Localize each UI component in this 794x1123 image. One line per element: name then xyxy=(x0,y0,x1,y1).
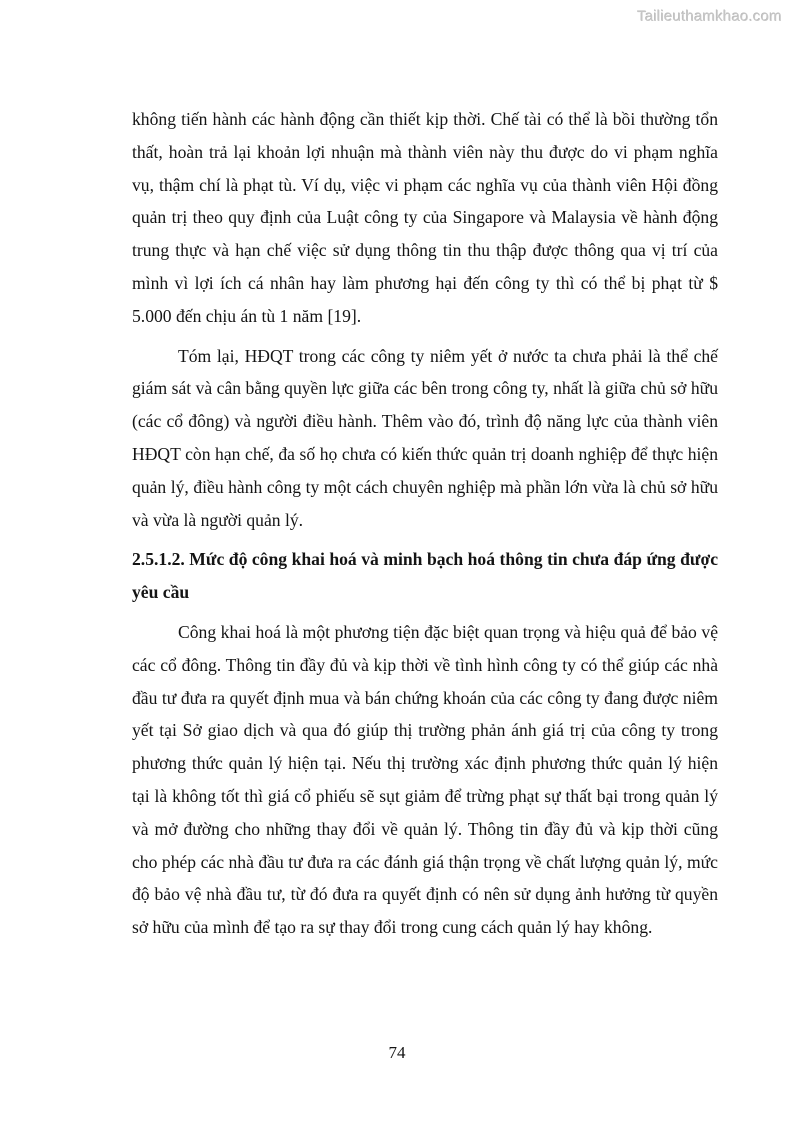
paragraph-disclosure: Công khai hoá là một phương tiện đặc biệt quan trọng và hiệu quả để bảo vệ các cổ đông. Thông tin đầy đủ và kịp thời về tình hình công ty có thể giúp các nhà đầu tư đưa ra quyết định mua và bán chứng khoán của các công ty đang được niêm yết tại Sở giao dịch và qua đó giúp thị trường phản ánh giá trị của công ty trong phương thức quản lý hiện tại. Nếu thị trường xác định phương thức quản lý hiện tại là không tốt thì giá cổ phiếu sẽ sụt giảm để trừng phạt sự thất bại trong quản lý và mở đường cho những thay đổi về quản lý. Thông tin đầy đủ và kịp thời cũng cho phép các nhà đầu tư đưa ra các đánh giá thận trọng về chất lượng quản lý, mức độ bảo vệ nhà đầu tư, từ đó đưa ra quyết định có nên sử dụng ảnh hưởng từ quyền sở hữu của mình để tạo ra sự thay đổi trong cung cách quản lý hay không. xyxy=(132,621,718,938)
section-heading-2-5-1-2: 2.5.1.2. Mức độ công khai hoá và minh bạch hoá thông tin chưa đáp ứng được yêu cầu xyxy=(132,549,718,603)
watermark-text: Tailieuthamkhao.com xyxy=(637,8,782,25)
page-number: 74 xyxy=(388,1043,406,1062)
document-content xyxy=(132,103,718,951)
paragraph-sanctions: không tiến hành các hành động cần thiết kịp thời. Chế tài có thể là bồi thường tổn thất, hoàn trả lại khoản lợi nhuận mà thành viên này thu được do vi phạm nghĩa vụ, thậm chí là phạt tù. Ví dụ, việc vi phạm các nghĩa vụ của thành viên Hội đồng quản trị theo quy định của Luật công ty của Singapore và Malaysia về hành động trung thực và hạn chế việc sử dụng thông tin thu thập được thông qua vị trí của mình vì lợi ích cá nhân hay làm phương hại đến công ty thì có thể bị phạt từ $ 5.000 đến chịu án tù 1 năm [19]. xyxy=(132,109,718,326)
paragraph-summary-hdqt: Tóm lại, HĐQT trong các công ty niêm yết ở nước ta chưa phải là thể chế giám sát và cân bằng quyền lực giữa các bên trong công ty, nhất là giữa chủ sở hữu (các cổ đông) và người điều hành. Thêm vào đó, trình độ năng lực của thành viên HĐQT còn hạn chế, đa số họ chưa có kiến thức quản trị doanh nghiệp để thực hiện quản lý, điều hành công ty một cách chuyên nghiệp mà phần lớn vừa là chủ sở hữu và vừa là người quản lý. xyxy=(132,345,718,530)
